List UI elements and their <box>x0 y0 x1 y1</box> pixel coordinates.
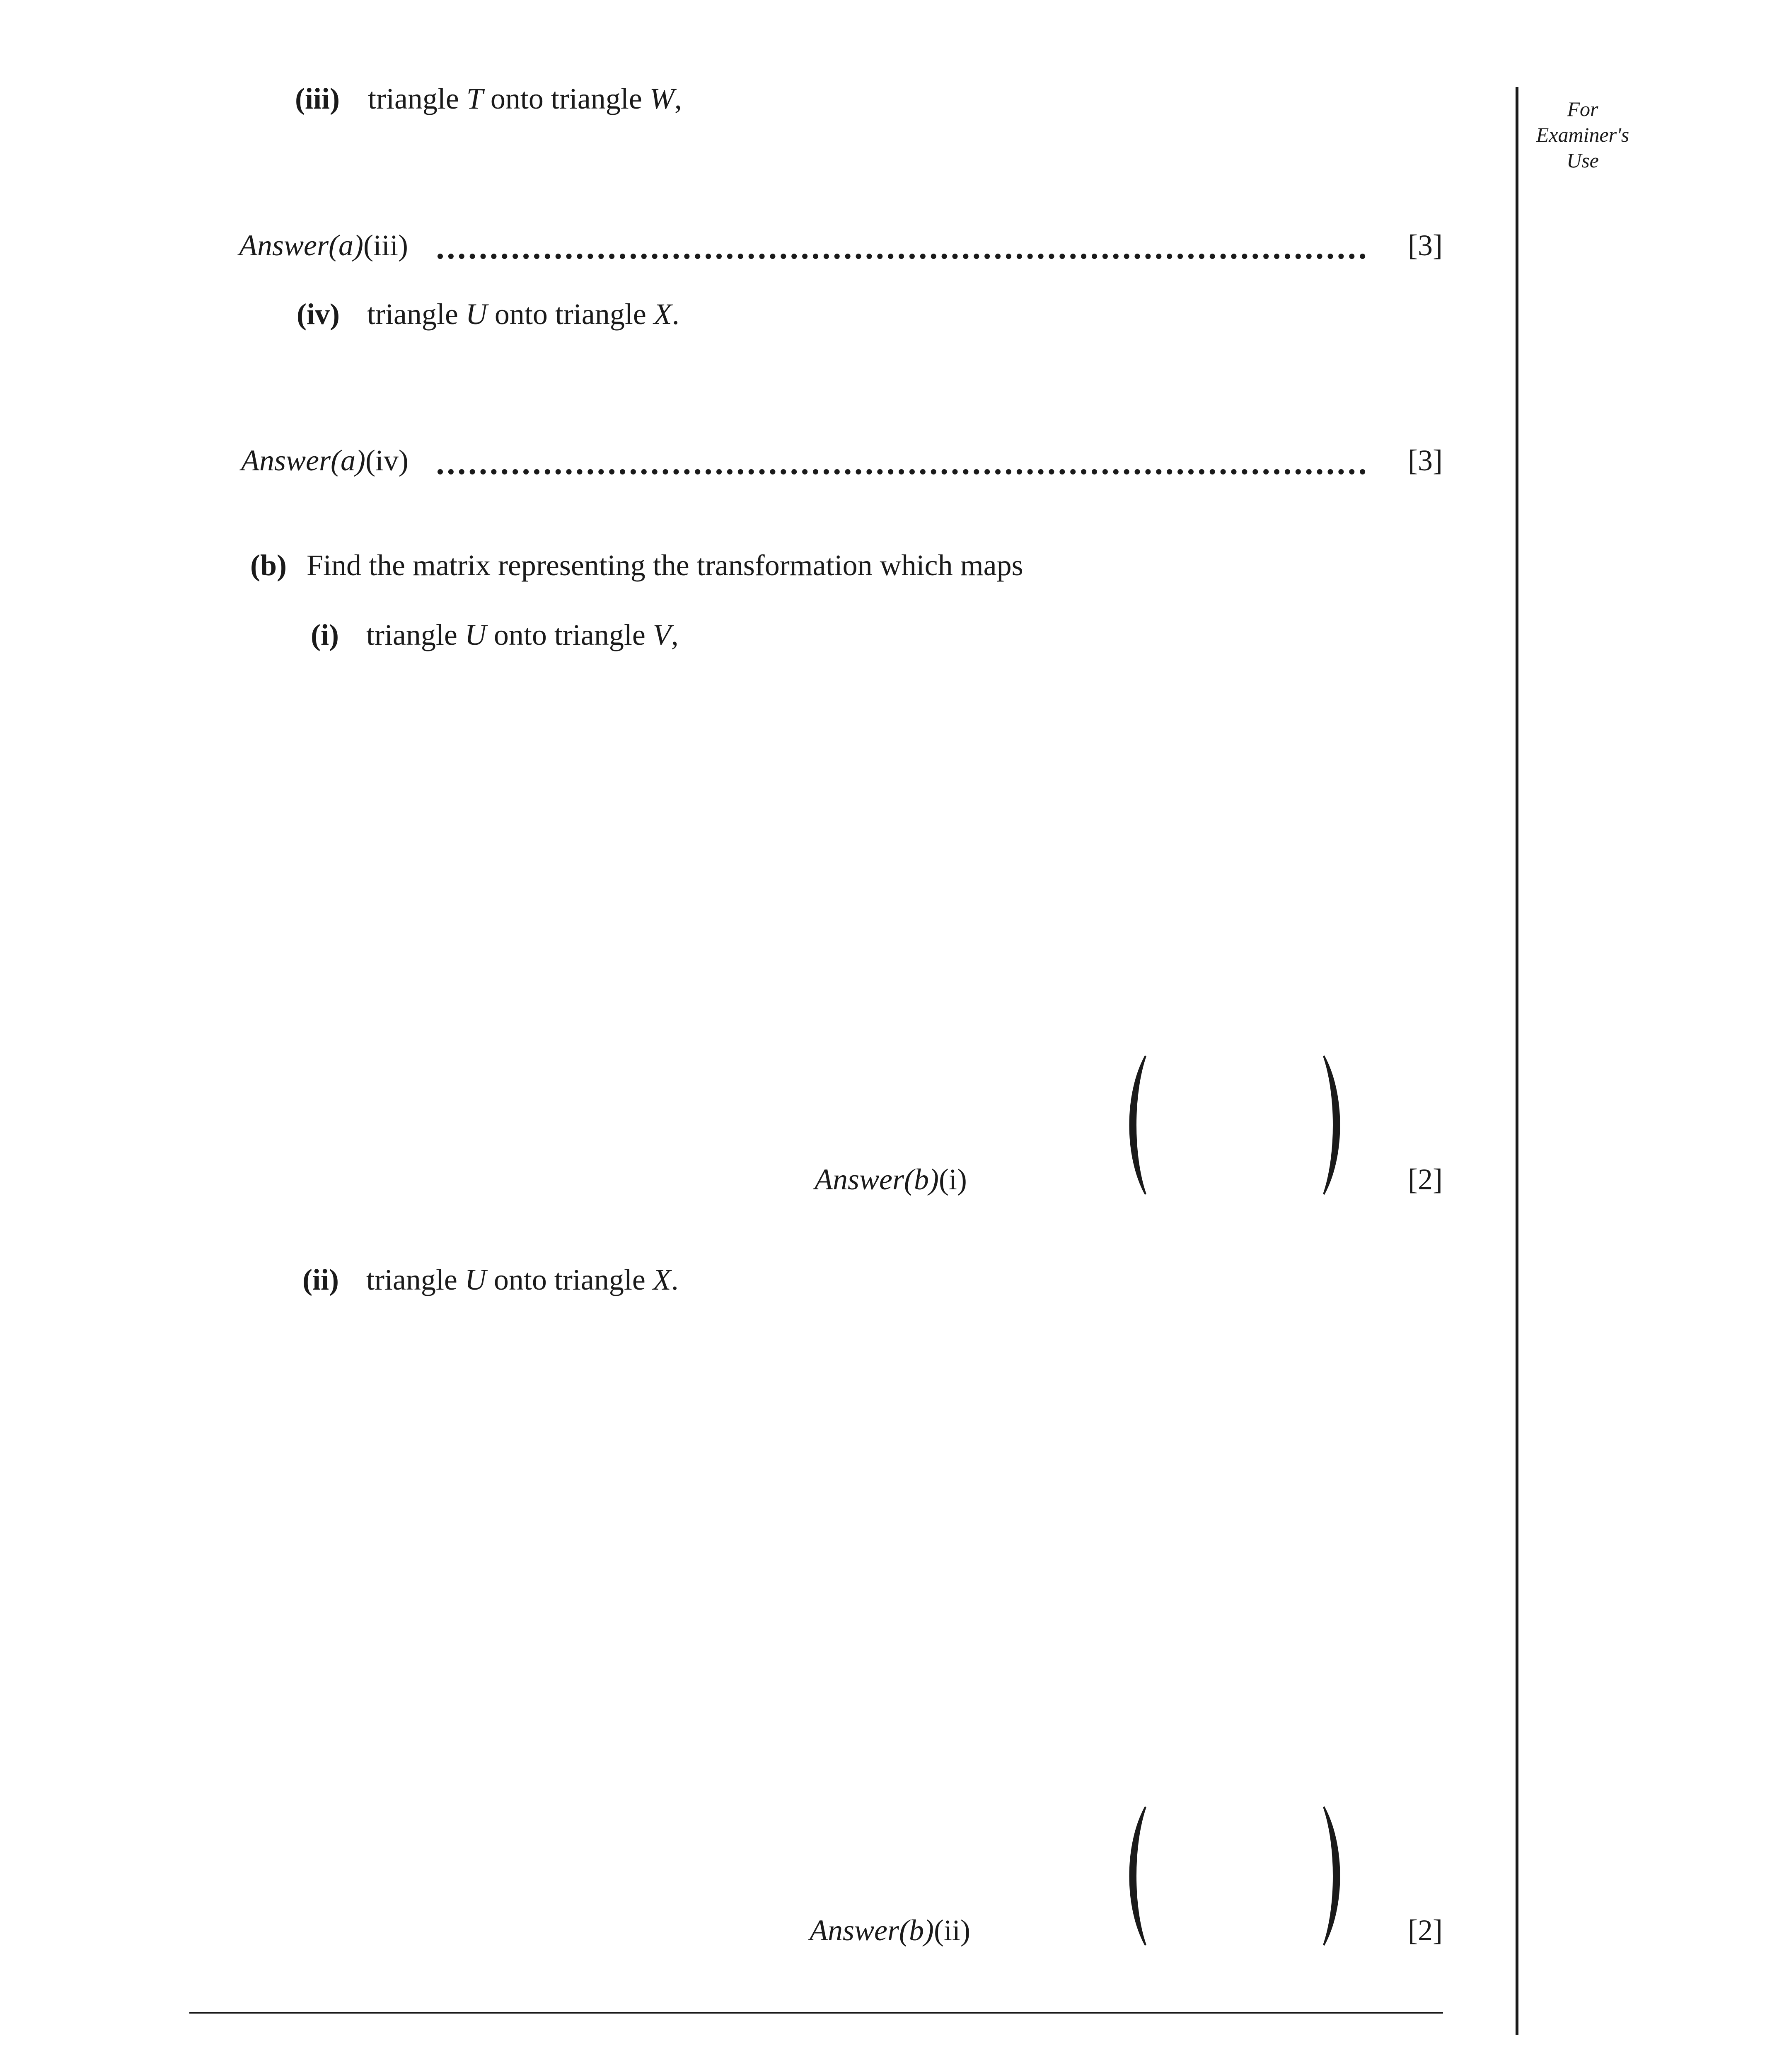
triangle-from: U <box>464 618 486 651</box>
triangle-from: T <box>466 82 483 115</box>
triangle-from: U <box>464 1263 486 1296</box>
matrix-right-bracket <box>1315 1053 1349 1198</box>
question-number: (ii) <box>302 1263 339 1296</box>
question-text-prefix: triangle <box>367 82 467 115</box>
triangle-to: V <box>653 618 671 651</box>
triangle-to: X <box>653 1263 671 1296</box>
matrix-answer-b-i[interactable] <box>1160 1061 1309 1185</box>
examiner-use-heading <box>1514 96 1651 173</box>
marks-b-ii: [2] <box>1408 1914 1443 1947</box>
question-text-middle: onto triangle <box>487 298 654 331</box>
question-b <box>250 550 1023 580</box>
examiner-heading-line1: For <box>1567 97 1598 121</box>
question-text-prefix: triangle <box>366 1263 465 1296</box>
marks-b-i: [2] <box>1408 1163 1443 1196</box>
answer-a-iii-label: Answer(a)(iii) <box>239 229 408 262</box>
question-b-i <box>311 620 679 650</box>
question-text-prefix: triangle <box>366 618 465 651</box>
question-number: (i) <box>311 618 339 651</box>
question-text-suffix: . <box>671 1263 679 1296</box>
question-a-iv <box>297 299 679 329</box>
answer-b-ii-label: Answer(b)(ii) <box>810 1914 970 1947</box>
triangle-from: U <box>465 298 487 331</box>
answer-a-iii-line[interactable] <box>438 254 1366 259</box>
question-text-middle: onto triangle <box>483 82 650 115</box>
question-text-middle: onto triangle <box>486 1263 653 1296</box>
answer-a-iv-label: Answer(a)(iv) <box>241 444 409 477</box>
matrix-left-bracket <box>1121 1803 1154 1949</box>
marks-a-iv: [3] <box>1408 444 1443 477</box>
question-b-ii <box>302 1265 679 1295</box>
page-bottom-rule <box>189 2012 1443 2014</box>
question-a-iii <box>295 84 682 114</box>
examiner-heading-line2: Examiner's <box>1536 123 1629 146</box>
question-number: (iii) <box>295 82 340 115</box>
question-text-suffix: , <box>671 618 679 651</box>
examiner-margin-rule <box>1516 87 1518 2035</box>
answer-a-iv-line[interactable] <box>438 469 1366 474</box>
question-number: (b) <box>250 549 287 582</box>
triangle-to: X <box>653 298 672 331</box>
question-number: (iv) <box>297 298 340 331</box>
matrix-answer-b-ii[interactable] <box>1160 1812 1309 1936</box>
question-text-suffix: , <box>674 82 682 115</box>
question-text-suffix: . <box>672 298 679 331</box>
answer-b-i-label: Answer(b)(i) <box>815 1163 967 1196</box>
examiner-heading-line3: Use <box>1567 149 1599 172</box>
question-text-prefix: triangle <box>367 298 466 331</box>
matrix-right-bracket <box>1315 1803 1349 1949</box>
question-text-middle: onto triangle <box>486 618 653 651</box>
marks-a-iii: [3] <box>1408 229 1443 262</box>
triangle-to: W <box>649 82 675 115</box>
matrix-left-bracket <box>1121 1053 1154 1198</box>
question-text: Find the matrix representing the transformation which maps <box>307 549 1023 582</box>
